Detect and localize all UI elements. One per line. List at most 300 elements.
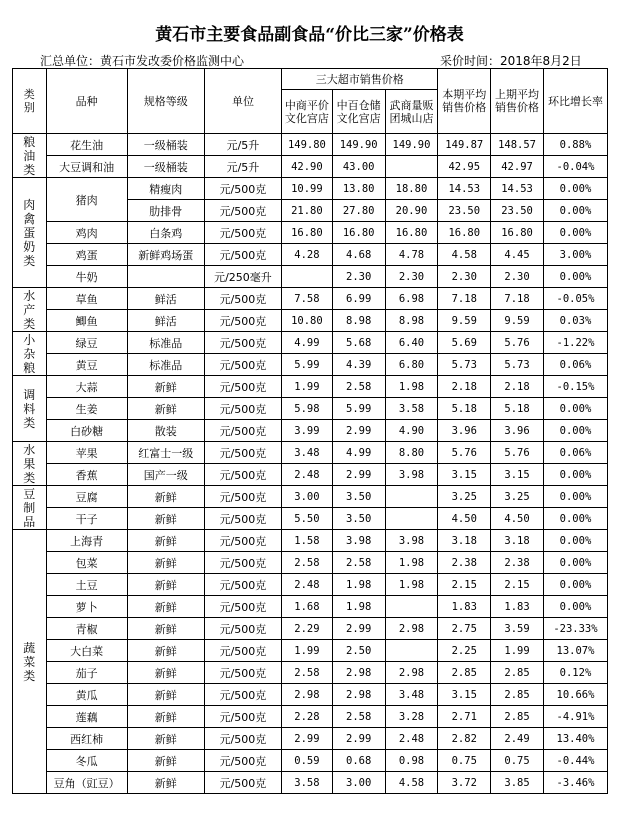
variety-cell: 白砂糖 [46, 420, 127, 442]
table-row [13, 508, 608, 530]
price-store-1-cell: 5.50 [282, 508, 333, 530]
table-row [13, 332, 608, 354]
category-cell: 水果类 [13, 442, 47, 486]
table-row [13, 750, 608, 772]
price-store-2-cell: 8.98 [332, 310, 385, 332]
current-avg-cell: 5.76 [438, 442, 491, 464]
price-store-1-cell: 1.68 [282, 596, 333, 618]
price-store-2-cell: 2.58 [332, 552, 385, 574]
table-row [13, 354, 608, 376]
table-row [13, 266, 608, 288]
current-avg-cell: 149.87 [438, 134, 491, 156]
price-store-3-cell: 0.98 [385, 750, 438, 772]
previous-avg-cell: 14.53 [491, 178, 544, 200]
spec-cell: 一级桶装 [127, 156, 204, 178]
price-store-1-cell: 1.58 [282, 530, 333, 552]
previous-avg-cell: 2.15 [491, 574, 544, 596]
spec-cell: 新鲜 [127, 552, 204, 574]
table-row [13, 662, 608, 684]
price-store-1-cell: 149.80 [282, 134, 333, 156]
change-cell: -0.04% [543, 156, 607, 178]
price-store-2-cell: 43.00 [332, 156, 385, 178]
price-store-1-cell: 3.99 [282, 420, 333, 442]
price-store-3-cell: 8.80 [385, 442, 438, 464]
spec-cell: 新鲜 [127, 508, 204, 530]
price-store-2-cell: 16.80 [332, 222, 385, 244]
unit-cell: 元/500克 [204, 574, 281, 596]
price-store-3-cell: 8.98 [385, 310, 438, 332]
variety-cell: 土豆 [46, 574, 127, 596]
price-store-3-cell: 3.28 [385, 706, 438, 728]
spec-cell: 新鲜 [127, 772, 204, 794]
change-cell: 0.00% [543, 420, 607, 442]
current-avg-cell: 5.18 [438, 398, 491, 420]
current-avg-cell: 2.18 [438, 376, 491, 398]
table-row [13, 178, 608, 200]
price-store-3-cell: 18.80 [385, 178, 438, 200]
header-store-3: 武商量贩团城山店 [385, 90, 438, 134]
spec-cell: 新鲜 [127, 618, 204, 640]
current-avg-cell: 4.58 [438, 244, 491, 266]
current-avg-cell: 2.38 [438, 552, 491, 574]
previous-avg-cell: 4.50 [491, 508, 544, 530]
unit-cell: 元/500克 [204, 486, 281, 508]
price-store-2-cell: 4.68 [332, 244, 385, 266]
table-row [13, 552, 608, 574]
price-store-3-cell: 16.80 [385, 222, 438, 244]
change-cell: 0.12% [543, 662, 607, 684]
previous-avg-cell: 9.59 [491, 310, 544, 332]
change-cell: 0.00% [543, 222, 607, 244]
price-store-3-cell [385, 156, 438, 178]
previous-avg-cell: 2.85 [491, 684, 544, 706]
previous-avg-cell: 5.76 [491, 442, 544, 464]
table-row [13, 684, 608, 706]
table-row [13, 288, 608, 310]
variety-cell: 大豆调和油 [46, 156, 127, 178]
table-row [13, 222, 608, 244]
current-avg-cell: 4.50 [438, 508, 491, 530]
previous-avg-cell: 2.38 [491, 552, 544, 574]
previous-avg-cell: 23.50 [491, 200, 544, 222]
price-store-2-cell: 2.98 [332, 684, 385, 706]
unit-cell: 元/500克 [204, 310, 281, 332]
change-cell: 0.06% [543, 442, 607, 464]
price-store-1-cell: 16.80 [282, 222, 333, 244]
change-cell: 3.00% [543, 244, 607, 266]
price-store-2-cell: 27.80 [332, 200, 385, 222]
unit-cell: 元/500克 [204, 772, 281, 794]
price-store-2-cell: 2.98 [332, 662, 385, 684]
unit-cell: 元/500克 [204, 222, 281, 244]
price-store-2-cell: 2.99 [332, 728, 385, 750]
collect-time: 采价时间：2018年8月2日 [440, 54, 582, 68]
table-row [13, 618, 608, 640]
price-store-2-cell: 3.00 [332, 772, 385, 794]
change-cell: 0.00% [543, 486, 607, 508]
price-store-2-cell: 2.99 [332, 618, 385, 640]
variety-cell: 干子 [46, 508, 127, 530]
change-cell: -0.44% [543, 750, 607, 772]
price-store-1-cell: 3.00 [282, 486, 333, 508]
variety-cell: 茄子 [46, 662, 127, 684]
change-cell: 0.88% [543, 134, 607, 156]
price-store-3-cell: 149.90 [385, 134, 438, 156]
unit-cell: 元/500克 [204, 288, 281, 310]
spec-cell: 鲜活 [127, 288, 204, 310]
previous-avg-cell: 5.76 [491, 332, 544, 354]
table-row [13, 398, 608, 420]
table-row [13, 486, 608, 508]
price-store-2-cell: 149.90 [332, 134, 385, 156]
header-category: 类别 [13, 69, 47, 134]
price-store-1-cell: 4.28 [282, 244, 333, 266]
variety-cell: 大蒜 [46, 376, 127, 398]
previous-avg-cell: 3.96 [491, 420, 544, 442]
price-store-1-cell: 10.80 [282, 310, 333, 332]
current-avg-cell: 3.15 [438, 464, 491, 486]
variety-cell: 绿豆 [46, 332, 127, 354]
unit-cell: 元/500克 [204, 354, 281, 376]
table-row [13, 156, 608, 178]
price-store-3-cell [385, 508, 438, 530]
variety-cell: 香蕉 [46, 464, 127, 486]
unit-cell: 元/500克 [204, 398, 281, 420]
price-store-3-cell: 3.48 [385, 684, 438, 706]
summary-unit: 汇总单位：黄石市发改委价格监测中心 [40, 54, 245, 68]
header-previous-avg: 上期平均销售价格 [491, 69, 544, 134]
price-store-2-cell: 6.99 [332, 288, 385, 310]
change-cell: 0.00% [543, 574, 607, 596]
change-cell: 0.00% [543, 266, 607, 288]
change-cell: 0.00% [543, 200, 607, 222]
spec-cell: 新鲜 [127, 486, 204, 508]
spec-cell: 新鲜 [127, 706, 204, 728]
unit-cell: 元/5升 [204, 134, 281, 156]
variety-cell: 猪肉 [46, 178, 127, 222]
spec-cell: 新鲜鸡场蛋 [127, 244, 204, 266]
change-cell: 0.00% [543, 178, 607, 200]
table-row [13, 464, 608, 486]
unit-cell: 元/500克 [204, 442, 281, 464]
variety-cell: 黄瓜 [46, 684, 127, 706]
variety-cell: 西红柿 [46, 728, 127, 750]
price-store-3-cell: 2.98 [385, 662, 438, 684]
change-cell: -0.15% [543, 376, 607, 398]
variety-cell: 包菜 [46, 552, 127, 574]
price-store-3-cell: 4.58 [385, 772, 438, 794]
price-store-1-cell: 2.99 [282, 728, 333, 750]
table-row [13, 442, 608, 464]
change-cell: 0.00% [543, 552, 607, 574]
variety-cell: 黄豆 [46, 354, 127, 376]
price-store-2-cell: 3.50 [332, 508, 385, 530]
spec-cell: 新鲜 [127, 750, 204, 772]
header-unit: 单位 [204, 69, 281, 134]
price-store-2-cell: 2.30 [332, 266, 385, 288]
price-store-3-cell: 1.98 [385, 376, 438, 398]
price-store-1-cell: 2.28 [282, 706, 333, 728]
unit-cell: 元/500克 [204, 596, 281, 618]
spec-cell: 新鲜 [127, 376, 204, 398]
spec-cell: 新鲜 [127, 640, 204, 662]
spec-cell: 标准品 [127, 354, 204, 376]
previous-avg-cell: 3.85 [491, 772, 544, 794]
price-store-2-cell: 3.98 [332, 530, 385, 552]
price-store-1-cell: 4.99 [282, 332, 333, 354]
table-row [13, 772, 608, 794]
header-supermarkets-group: 三大超市销售价格 [282, 69, 438, 90]
current-avg-cell: 42.95 [438, 156, 491, 178]
price-store-3-cell: 3.98 [385, 530, 438, 552]
price-store-1-cell: 3.58 [282, 772, 333, 794]
table-row [13, 530, 608, 552]
variety-cell: 生姜 [46, 398, 127, 420]
price-store-2-cell: 2.58 [332, 376, 385, 398]
current-avg-cell: 2.82 [438, 728, 491, 750]
change-cell: 10.66% [543, 684, 607, 706]
variety-cell: 青椒 [46, 618, 127, 640]
header-store-1: 中商平价文化宫店 [282, 90, 333, 134]
category-cell: 小杂粮 [13, 332, 47, 376]
price-store-2-cell: 5.99 [332, 398, 385, 420]
price-store-3-cell: 1.98 [385, 574, 438, 596]
price-store-2-cell: 3.50 [332, 486, 385, 508]
previous-avg-cell: 3.25 [491, 486, 544, 508]
variety-cell: 上海青 [46, 530, 127, 552]
change-cell: 0.03% [543, 310, 607, 332]
table-row [13, 310, 608, 332]
price-store-3-cell: 4.78 [385, 244, 438, 266]
previous-avg-cell: 1.83 [491, 596, 544, 618]
previous-avg-cell: 4.45 [491, 244, 544, 266]
category-cell: 肉禽蛋奶类 [13, 178, 47, 288]
price-store-3-cell: 6.40 [385, 332, 438, 354]
price-store-3-cell: 3.98 [385, 464, 438, 486]
price-store-3-cell [385, 596, 438, 618]
price-store-2-cell: 1.98 [332, 596, 385, 618]
price-store-1-cell: 2.29 [282, 618, 333, 640]
price-store-3-cell: 2.30 [385, 266, 438, 288]
variety-cell: 冬瓜 [46, 750, 127, 772]
variety-cell: 草鱼 [46, 288, 127, 310]
current-avg-cell: 2.75 [438, 618, 491, 640]
unit-cell: 元/500克 [204, 640, 281, 662]
previous-avg-cell: 2.85 [491, 706, 544, 728]
header-variety: 品种 [46, 69, 127, 134]
current-avg-cell: 16.80 [438, 222, 491, 244]
price-store-1-cell [282, 266, 333, 288]
table-row [13, 640, 608, 662]
category-cell: 水产类 [13, 288, 47, 332]
price-store-2-cell: 2.99 [332, 464, 385, 486]
change-cell: 0.00% [543, 596, 607, 618]
change-cell: 0.00% [543, 530, 607, 552]
variety-cell: 豆腐 [46, 486, 127, 508]
unit-cell: 元/5升 [204, 156, 281, 178]
spec-cell: 新鲜 [127, 662, 204, 684]
price-store-1-cell: 5.98 [282, 398, 333, 420]
previous-avg-cell: 2.49 [491, 728, 544, 750]
price-store-1-cell: 21.80 [282, 200, 333, 222]
spec-cell: 鲜活 [127, 310, 204, 332]
current-avg-cell: 1.83 [438, 596, 491, 618]
unit-cell: 元/500克 [204, 464, 281, 486]
change-cell: -23.33% [543, 618, 607, 640]
current-avg-cell: 14.53 [438, 178, 491, 200]
spec-cell: 精瘦肉 [127, 178, 204, 200]
current-avg-cell: 3.15 [438, 684, 491, 706]
price-store-3-cell: 2.48 [385, 728, 438, 750]
price-store-1-cell: 42.90 [282, 156, 333, 178]
change-cell: -1.22% [543, 332, 607, 354]
previous-avg-cell: 1.99 [491, 640, 544, 662]
header-store-2: 中百仓储文化宫店 [332, 90, 385, 134]
variety-cell: 牛奶 [46, 266, 127, 288]
current-avg-cell: 0.75 [438, 750, 491, 772]
price-store-1-cell: 5.99 [282, 354, 333, 376]
price-store-1-cell: 2.48 [282, 574, 333, 596]
change-cell: 0.00% [543, 398, 607, 420]
previous-avg-cell: 2.85 [491, 662, 544, 684]
unit-cell: 元/500克 [204, 332, 281, 354]
price-store-1-cell: 2.58 [282, 662, 333, 684]
change-cell: -3.46% [543, 772, 607, 794]
previous-avg-cell: 0.75 [491, 750, 544, 772]
price-store-3-cell: 2.98 [385, 618, 438, 640]
table-row [13, 244, 608, 266]
current-avg-cell: 2.30 [438, 266, 491, 288]
unit-cell: 元/250毫升 [204, 266, 281, 288]
previous-avg-cell: 148.57 [491, 134, 544, 156]
price-store-3-cell [385, 640, 438, 662]
unit-cell: 元/500克 [204, 750, 281, 772]
price-store-2-cell: 0.68 [332, 750, 385, 772]
previous-avg-cell: 2.30 [491, 266, 544, 288]
spec-cell: 新鲜 [127, 596, 204, 618]
price-store-2-cell: 4.99 [332, 442, 385, 464]
price-store-1-cell: 7.58 [282, 288, 333, 310]
change-cell: 0.06% [543, 354, 607, 376]
previous-avg-cell: 3.18 [491, 530, 544, 552]
category-cell: 调料类 [13, 376, 47, 442]
spec-cell: 新鲜 [127, 728, 204, 750]
previous-avg-cell: 3.15 [491, 464, 544, 486]
variety-cell: 鲫鱼 [46, 310, 127, 332]
price-store-3-cell: 3.58 [385, 398, 438, 420]
price-table [12, 68, 608, 794]
current-avg-cell: 2.15 [438, 574, 491, 596]
variety-cell: 鸡蛋 [46, 244, 127, 266]
price-store-2-cell: 4.39 [332, 354, 385, 376]
previous-avg-cell: 16.80 [491, 222, 544, 244]
spec-cell [127, 266, 204, 288]
current-avg-cell: 2.85 [438, 662, 491, 684]
table-row [13, 376, 608, 398]
table-row [13, 728, 608, 750]
price-store-2-cell: 2.58 [332, 706, 385, 728]
current-avg-cell: 2.71 [438, 706, 491, 728]
price-store-3-cell: 20.90 [385, 200, 438, 222]
spec-cell: 新鲜 [127, 398, 204, 420]
price-store-2-cell: 13.80 [332, 178, 385, 200]
price-store-1-cell: 2.48 [282, 464, 333, 486]
unit-cell: 元/500克 [204, 178, 281, 200]
previous-avg-cell: 5.73 [491, 354, 544, 376]
table-row [13, 420, 608, 442]
change-cell: 13.07% [543, 640, 607, 662]
current-avg-cell: 5.73 [438, 354, 491, 376]
price-store-1-cell: 1.99 [282, 376, 333, 398]
unit-cell: 元/500克 [204, 618, 281, 640]
spec-cell: 标准品 [127, 332, 204, 354]
spec-cell: 新鲜 [127, 684, 204, 706]
unit-cell: 元/500克 [204, 200, 281, 222]
price-store-2-cell: 5.68 [332, 332, 385, 354]
variety-cell: 花生油 [46, 134, 127, 156]
variety-cell: 苹果 [46, 442, 127, 464]
spec-cell: 白条鸡 [127, 222, 204, 244]
unit-cell: 元/500克 [204, 530, 281, 552]
page-title: 黄石市主要食品副食品“价比三家”价格表 [155, 25, 464, 45]
change-cell: 0.00% [543, 508, 607, 530]
variety-cell: 萝卜 [46, 596, 127, 618]
unit-cell: 元/500克 [204, 728, 281, 750]
header-spec: 规格等级 [127, 69, 204, 134]
spec-cell: 国产一级 [127, 464, 204, 486]
spec-cell: 一级桶装 [127, 134, 204, 156]
category-cell: 豆制品 [13, 486, 47, 530]
variety-cell: 莲藕 [46, 706, 127, 728]
spec-cell: 新鲜 [127, 574, 204, 596]
current-avg-cell: 3.96 [438, 420, 491, 442]
price-store-1-cell: 2.58 [282, 552, 333, 574]
spec-cell: 新鲜 [127, 530, 204, 552]
current-avg-cell: 5.69 [438, 332, 491, 354]
price-store-1-cell: 3.48 [282, 442, 333, 464]
price-store-3-cell: 1.98 [385, 552, 438, 574]
change-cell: 0.00% [543, 464, 607, 486]
unit-cell: 元/500克 [204, 508, 281, 530]
previous-avg-cell: 42.97 [491, 156, 544, 178]
current-avg-cell: 23.50 [438, 200, 491, 222]
variety-cell: 鸡肉 [46, 222, 127, 244]
price-store-1-cell: 1.99 [282, 640, 333, 662]
category-cell: 蔬菜类 [13, 530, 47, 794]
price-store-1-cell: 2.98 [282, 684, 333, 706]
unit-cell: 元/500克 [204, 684, 281, 706]
variety-cell: 大白菜 [46, 640, 127, 662]
change-cell: -0.05% [543, 288, 607, 310]
unit-cell: 元/500克 [204, 706, 281, 728]
header-current-avg: 本期平均销售价格 [438, 69, 491, 134]
unit-cell: 元/500克 [204, 376, 281, 398]
variety-cell: 豆角（豇豆） [46, 772, 127, 794]
previous-avg-cell: 5.18 [491, 398, 544, 420]
unit-cell: 元/500克 [204, 244, 281, 266]
previous-avg-cell: 3.59 [491, 618, 544, 640]
change-cell: 13.40% [543, 728, 607, 750]
category-cell: 粮油类 [13, 134, 47, 178]
table-row [13, 596, 608, 618]
price-store-2-cell: 1.98 [332, 574, 385, 596]
table-row [13, 134, 608, 156]
price-store-2-cell: 2.99 [332, 420, 385, 442]
table-row [13, 574, 608, 596]
previous-avg-cell: 2.18 [491, 376, 544, 398]
price-store-1-cell: 0.59 [282, 750, 333, 772]
current-avg-cell: 3.18 [438, 530, 491, 552]
